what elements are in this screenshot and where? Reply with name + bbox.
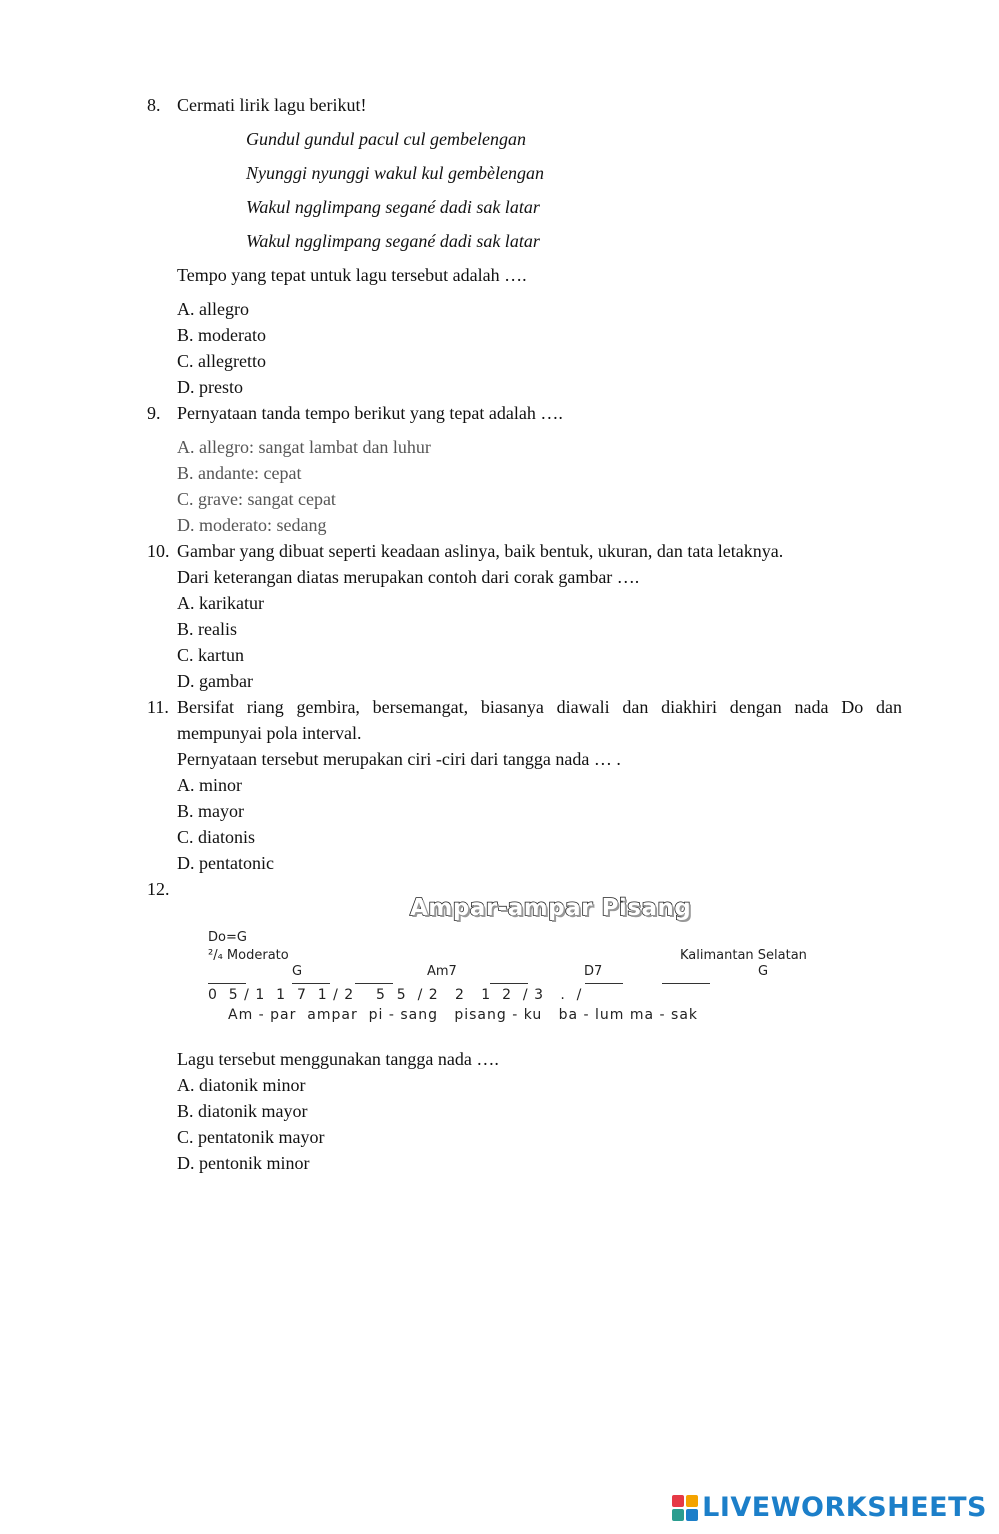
score-beam (292, 983, 330, 984)
q11-option-b[interactable]: B. mayor (177, 801, 244, 821)
q11-line-3: Pernyataan tersebut merupakan ciri -ciri dari tangga nada … . (177, 749, 621, 769)
score-beam (490, 983, 528, 984)
liveworksheets-logo-text: LIVEWORKSHEETS (702, 1492, 987, 1523)
q9-option-b[interactable]: B. andante: cepat (177, 463, 302, 483)
score-origin: Kalimantan Selatan (680, 948, 807, 963)
liveworksheets-logo[interactable] (672, 1492, 987, 1523)
score-beam (662, 983, 710, 984)
q8-lyric-1: Gundul gundul pacul cul gembelengan (246, 129, 526, 149)
q8-prompt: Cermati lirik lagu berikut! (177, 95, 367, 115)
score-beam (208, 983, 246, 984)
q10-line-2: Dari keterangan diatas merupakan contoh dari corak gambar …. (177, 567, 640, 587)
q11-line-2: mempunyai pola interval. (177, 723, 362, 743)
q8-question: Tempo yang tepat untuk lagu tersebut adalah …. (177, 265, 527, 285)
q10-option-d[interactable]: D. gambar (177, 671, 253, 691)
song-score-image (200, 895, 850, 1045)
q8-option-c[interactable]: C. allegretto (177, 351, 266, 371)
q9-option-c[interactable]: C. grave: sangat cepat (177, 489, 336, 509)
q10-option-c[interactable]: C. kartun (177, 645, 244, 665)
q12-option-c[interactable]: C. pentatonik mayor (177, 1127, 325, 1147)
q10-number: 10. (147, 541, 170, 561)
q8-option-a[interactable]: A. allegro (177, 299, 249, 319)
score-lyrics: Am - par ampar pi - sang pisang - ku ba - lum ma - sak (228, 1007, 699, 1023)
q11-option-c[interactable]: C. diatonis (177, 827, 256, 847)
score-title: Ampar-ampar Pisang (410, 895, 692, 921)
q12-option-d[interactable]: D. pentonik minor (177, 1153, 310, 1173)
q11-option-a[interactable]: A. minor (177, 775, 242, 795)
score-beam (585, 983, 623, 984)
q11-line-1: Bersifat riang gembira, bersemangat, biasanya diawali dan diakhiri dengan nada Do dan (177, 697, 902, 717)
score-notes: 0 5 / 1 1 7 1 / 2 5 5 / 2 2 1 2 / 3 . / (208, 987, 583, 1003)
score-beam (355, 983, 393, 984)
q12-number: 12. (147, 879, 170, 899)
q9-question: Pernyataan tanda tempo berikut yang tepat adalah …. (177, 403, 563, 423)
q9-option-d[interactable]: D. moderato: sedang (177, 515, 327, 535)
q10-option-b[interactable]: B. realis (177, 619, 237, 639)
score-chord-2: Am7 (427, 964, 457, 979)
score-key: Do=G (208, 930, 247, 945)
q8-lyric-2: Nyunggi nyunggi wakul kul gembèlengan (246, 163, 544, 183)
q10-line-1: Gambar yang dibuat seperti keadaan aslinya, baik bentuk, ukuran, dan tata letaknya. (177, 541, 784, 561)
score-meter: ²/₄ Moderato (208, 948, 289, 963)
score-chord-4: G (758, 964, 769, 979)
q12-question: Lagu tersebut menggunakan tangga nada …. (177, 1049, 499, 1069)
score-chord-1: G (292, 964, 303, 979)
q8-option-b[interactable]: B. moderato (177, 325, 266, 345)
q9-option-a[interactable]: A. allegro: sangat lambat dan luhur (177, 437, 431, 457)
liveworksheets-logo-icon (672, 1495, 698, 1521)
q12-option-a[interactable]: A. diatonik minor (177, 1075, 306, 1095)
q12-option-b[interactable]: B. diatonik mayor (177, 1101, 308, 1121)
q10-option-a[interactable]: A. karikatur (177, 593, 264, 613)
q8-number: 8. (147, 95, 161, 115)
q8-option-d[interactable]: D. presto (177, 377, 243, 397)
q11-option-d[interactable]: D. pentatonic (177, 853, 274, 873)
q11-number: 11. (147, 697, 169, 717)
q8-lyric-4: Wakul ngglimpang segané dadi sak latar (246, 231, 540, 251)
q9-number: 9. (147, 403, 161, 423)
score-chord-3: D7 (584, 964, 603, 979)
q8-lyric-3: Wakul ngglimpang segané dadi sak latar (246, 197, 540, 217)
